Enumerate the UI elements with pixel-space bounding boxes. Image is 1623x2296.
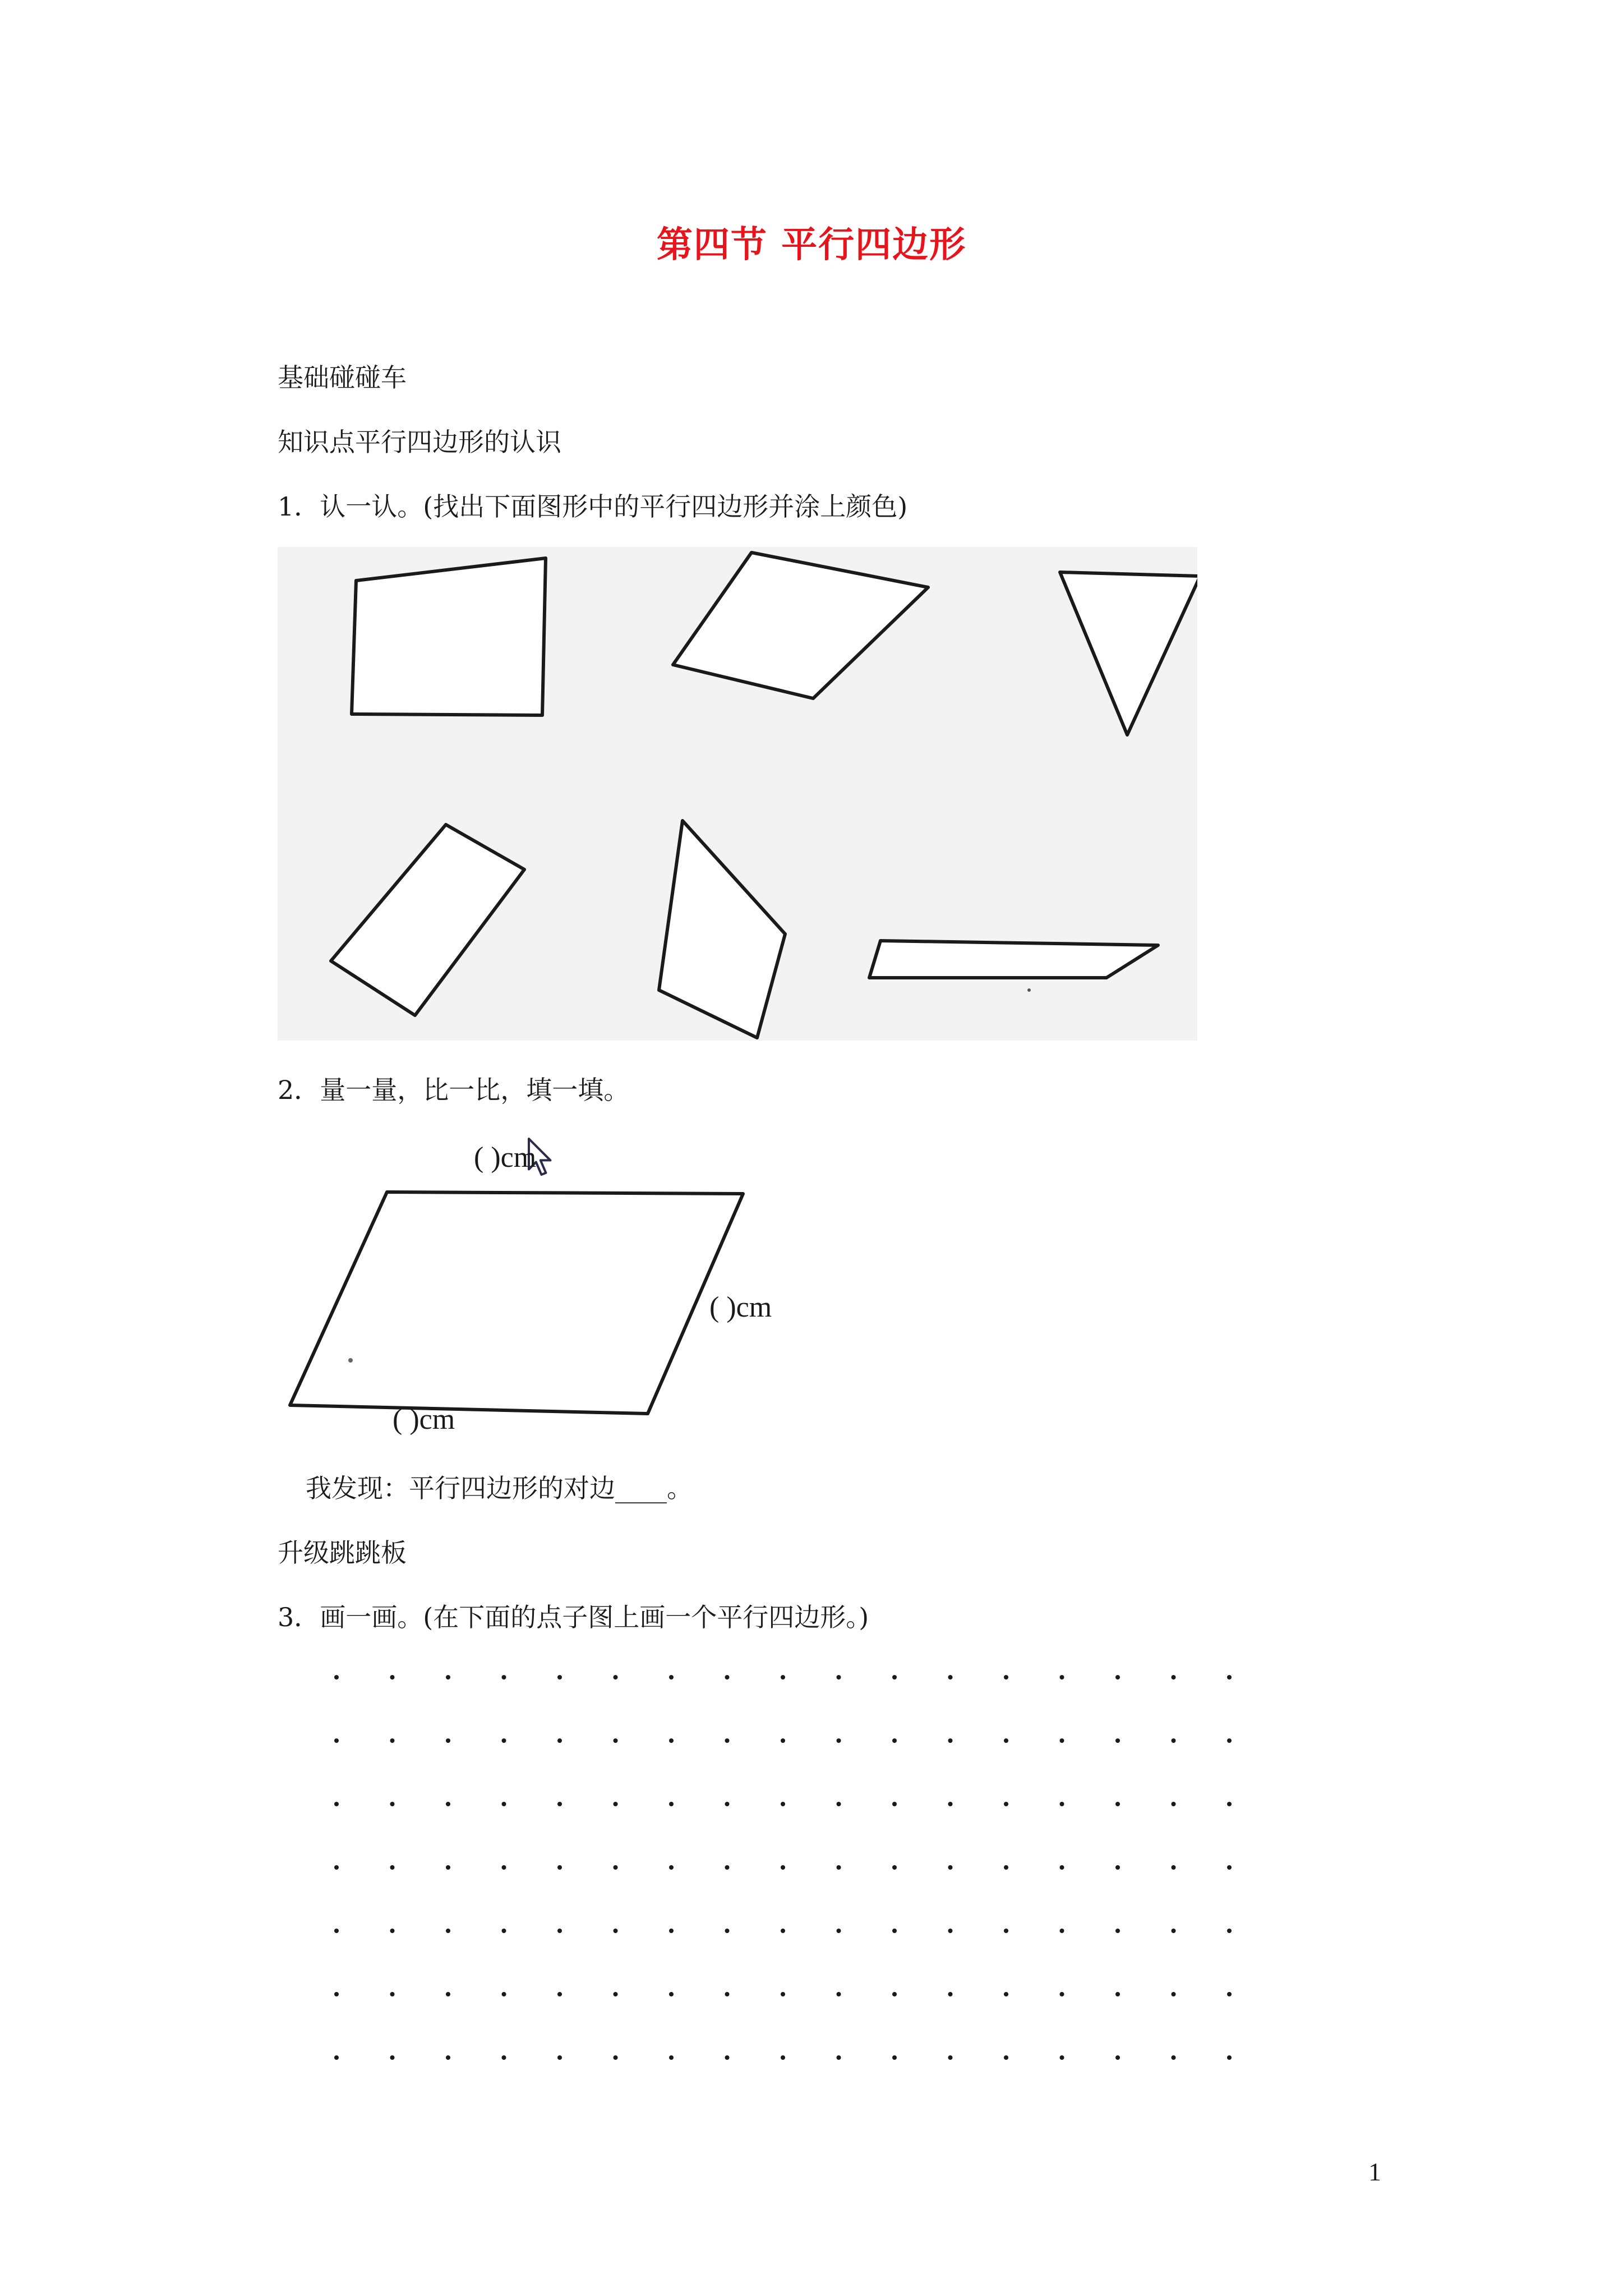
grid-dot[interactable] — [1172, 1929, 1176, 1933]
grid-dot[interactable] — [390, 1929, 395, 1933]
grid-dot[interactable] — [557, 2055, 562, 2060]
grid-dot[interactable] — [1227, 1865, 1232, 1870]
grid-dot[interactable] — [502, 1738, 506, 1743]
grid-dot[interactable] — [334, 1738, 339, 1743]
grid-dot[interactable] — [725, 1929, 730, 1933]
grid-dot[interactable] — [1004, 1865, 1008, 1870]
cm-label-top: ( )cm — [474, 1142, 537, 1174]
grid-dot[interactable] — [948, 1802, 953, 1806]
grid-dot[interactable] — [1004, 1675, 1008, 1680]
grid-dot[interactable] — [1172, 1738, 1176, 1743]
finding-text: 我发现：平行四边形的对边____。 — [306, 1473, 693, 1503]
section-heading-upgrade: 升级跳跳板 — [278, 1538, 407, 1568]
grid-dot[interactable] — [334, 1675, 339, 1680]
grid-dot[interactable] — [1227, 2055, 1232, 2060]
page-number: 1 — [1368, 2157, 1381, 2186]
grid-dot[interactable] — [837, 1675, 841, 1680]
grid-dot[interactable] — [557, 1802, 562, 1806]
question-3-text: 3．画一画。(在下面的点子图上画一个平行四边形。) — [278, 1602, 869, 1632]
grid-dot[interactable] — [557, 1929, 562, 1933]
shapes-figure — [278, 547, 1197, 1041]
grid-dot[interactable] — [614, 1992, 618, 1996]
grid-dot[interactable] — [669, 1802, 674, 1806]
grid-dot[interactable] — [557, 1675, 562, 1680]
grid-dot[interactable] — [334, 2055, 339, 2060]
grid-dot[interactable] — [948, 1738, 953, 1743]
grid-dot[interactable] — [390, 1865, 395, 1870]
grid-dot[interactable] — [1172, 1865, 1176, 1870]
grid-dot[interactable] — [1060, 1929, 1064, 1933]
grid-dot[interactable] — [837, 1738, 841, 1743]
grid-dot[interactable] — [557, 1865, 562, 1870]
grid-dot[interactable] — [1115, 1929, 1120, 1933]
grid-dot[interactable] — [1004, 1802, 1008, 1806]
grid-dot[interactable] — [446, 1992, 450, 1996]
dot-grid[interactable] — [314, 1655, 1279, 2092]
grid-dot[interactable] — [446, 1675, 450, 1680]
grid-dot[interactable] — [1060, 2055, 1064, 2060]
grid-dot[interactable] — [502, 1675, 506, 1680]
cm-label-bottom: ( )cm — [393, 1404, 455, 1435]
grid-dot[interactable] — [334, 1929, 339, 1933]
grid-dot[interactable] — [1115, 1675, 1120, 1680]
grid-dot[interactable] — [614, 1865, 618, 1870]
grid-dot[interactable] — [1227, 1738, 1232, 1743]
grid-dot[interactable] — [669, 1675, 674, 1680]
grid-dot[interactable] — [948, 1865, 953, 1870]
grid-dot[interactable] — [781, 1865, 785, 1870]
grid-dot[interactable] — [669, 1738, 674, 1743]
measure-parallelogram-figure — [278, 1133, 895, 1447]
grid-dot[interactable] — [837, 1802, 841, 1806]
question-1-text: 1．认一认。(找出下面图形中的平行四边形并涂上颜色) — [278, 491, 908, 522]
grid-dot[interactable] — [837, 2055, 841, 2060]
grid-dot[interactable] — [837, 1865, 841, 1870]
grid-dot[interactable] — [1227, 1802, 1232, 1806]
grid-dot[interactable] — [1172, 2055, 1176, 2060]
grid-dot[interactable] — [390, 1802, 395, 1806]
grid-dot[interactable] — [1060, 1865, 1064, 1870]
grid-dot[interactable] — [1060, 1675, 1064, 1680]
grid-dot[interactable] — [446, 1802, 450, 1806]
grid-dot[interactable] — [1004, 1992, 1008, 1996]
grid-dot[interactable] — [669, 1992, 674, 1996]
grid-dot[interactable] — [892, 1992, 897, 1996]
grid-dot[interactable] — [390, 1675, 395, 1680]
grid-dot[interactable] — [446, 1865, 450, 1870]
grid-dot[interactable] — [390, 1738, 395, 1743]
grid-dot[interactable] — [781, 1738, 785, 1743]
knowledge-point-heading: 知识点平行四边形的认识 — [278, 427, 561, 457]
grid-dot[interactable] — [725, 1802, 730, 1806]
grid-dot[interactable] — [1172, 1802, 1176, 1806]
grid-dot[interactable] — [446, 2055, 450, 2060]
grid-dot[interactable] — [502, 1802, 506, 1806]
grid-dot[interactable] — [1060, 1738, 1064, 1743]
grid-dot[interactable] — [1115, 1802, 1120, 1806]
grid-dot[interactable] — [390, 1992, 395, 1996]
grid-dot[interactable] — [502, 2055, 506, 2060]
grid-dot[interactable] — [614, 1675, 618, 1680]
grid-dot[interactable] — [1172, 1675, 1176, 1680]
grid-dot[interactable] — [1004, 1929, 1008, 1933]
grid-dot[interactable] — [446, 1929, 450, 1933]
section-heading-basic: 基础碰碰车 — [278, 362, 407, 393]
grid-dot[interactable] — [948, 1992, 953, 1996]
speck-mark-2 — [348, 1358, 353, 1363]
grid-dot[interactable] — [1115, 1992, 1120, 1996]
shape-parallelogram-3[interactable] — [869, 941, 1158, 978]
grid-dot[interactable] — [781, 1802, 785, 1806]
grid-dot[interactable] — [837, 1929, 841, 1933]
grid-dot[interactable] — [948, 1929, 953, 1933]
grid-dot[interactable] — [781, 1929, 785, 1933]
grid-dot[interactable] — [892, 1865, 897, 1870]
grid-dot[interactable] — [669, 2055, 674, 2060]
grid-dot[interactable] — [614, 2055, 618, 2060]
shape-quadrilateral-1[interactable] — [352, 558, 546, 715]
grid-dot[interactable] — [892, 1738, 897, 1743]
grid-dot[interactable] — [1060, 1992, 1064, 1996]
grid-dot[interactable] — [669, 1929, 674, 1933]
page-title: 第四节 平行四边形 — [656, 224, 967, 266]
grid-dot[interactable] — [502, 1929, 506, 1933]
grid-dot[interactable] — [725, 1865, 730, 1870]
grid-dot[interactable] — [725, 1992, 730, 1996]
grid-dot[interactable] — [781, 2055, 785, 2060]
grid-dot[interactable] — [1115, 2055, 1120, 2060]
grid-dot[interactable] — [614, 1802, 618, 1806]
grid-dot[interactable] — [502, 1865, 506, 1870]
grid-dot[interactable] — [1115, 1738, 1120, 1743]
grid-dot[interactable] — [781, 1675, 785, 1680]
grid-dot[interactable] — [614, 1929, 618, 1933]
grid-dot[interactable] — [1004, 2055, 1008, 2060]
grid-dot[interactable] — [334, 1865, 339, 1870]
grid-dot[interactable] — [669, 1865, 674, 1870]
grid-dot[interactable] — [502, 1992, 506, 1996]
grid-dot[interactable] — [725, 2055, 730, 2060]
grid-dot[interactable] — [781, 1992, 785, 1996]
question-2-text: 2．量一量，比一比，填一填。 — [278, 1075, 630, 1105]
grid-dot[interactable] — [557, 1738, 562, 1743]
grid-dot[interactable] — [892, 1929, 897, 1933]
grid-dot[interactable] — [1227, 1992, 1232, 1996]
grid-dot[interactable] — [725, 1675, 730, 1680]
grid-dot[interactable] — [892, 1675, 897, 1680]
grid-dot[interactable] — [1004, 1738, 1008, 1743]
measure-parallelogram — [290, 1192, 743, 1414]
cm-label-right: ( )cm — [709, 1291, 772, 1323]
grid-dot[interactable] — [557, 1992, 562, 1996]
grid-dot[interactable] — [614, 1738, 618, 1743]
grid-dot[interactable] — [334, 1802, 339, 1806]
grid-dot[interactable] — [1172, 1992, 1176, 1996]
grid-dot[interactable] — [1115, 1865, 1120, 1870]
grid-dot[interactable] — [390, 2055, 395, 2060]
grid-dot[interactable] — [1227, 1675, 1232, 1680]
grid-dot[interactable] — [948, 1675, 953, 1680]
grid-dot[interactable] — [334, 1992, 339, 1996]
grid-dot[interactable] — [892, 1802, 897, 1806]
grid-dot[interactable] — [948, 2055, 953, 2060]
speck-mark — [1027, 988, 1031, 992]
grid-dot[interactable] — [1060, 1802, 1064, 1806]
grid-dot[interactable] — [837, 1992, 841, 1996]
grid-dot[interactable] — [725, 1738, 730, 1743]
grid-dot[interactable] — [446, 1738, 450, 1743]
grid-dot[interactable] — [1227, 1929, 1232, 1933]
grid-dot[interactable] — [892, 2055, 897, 2060]
